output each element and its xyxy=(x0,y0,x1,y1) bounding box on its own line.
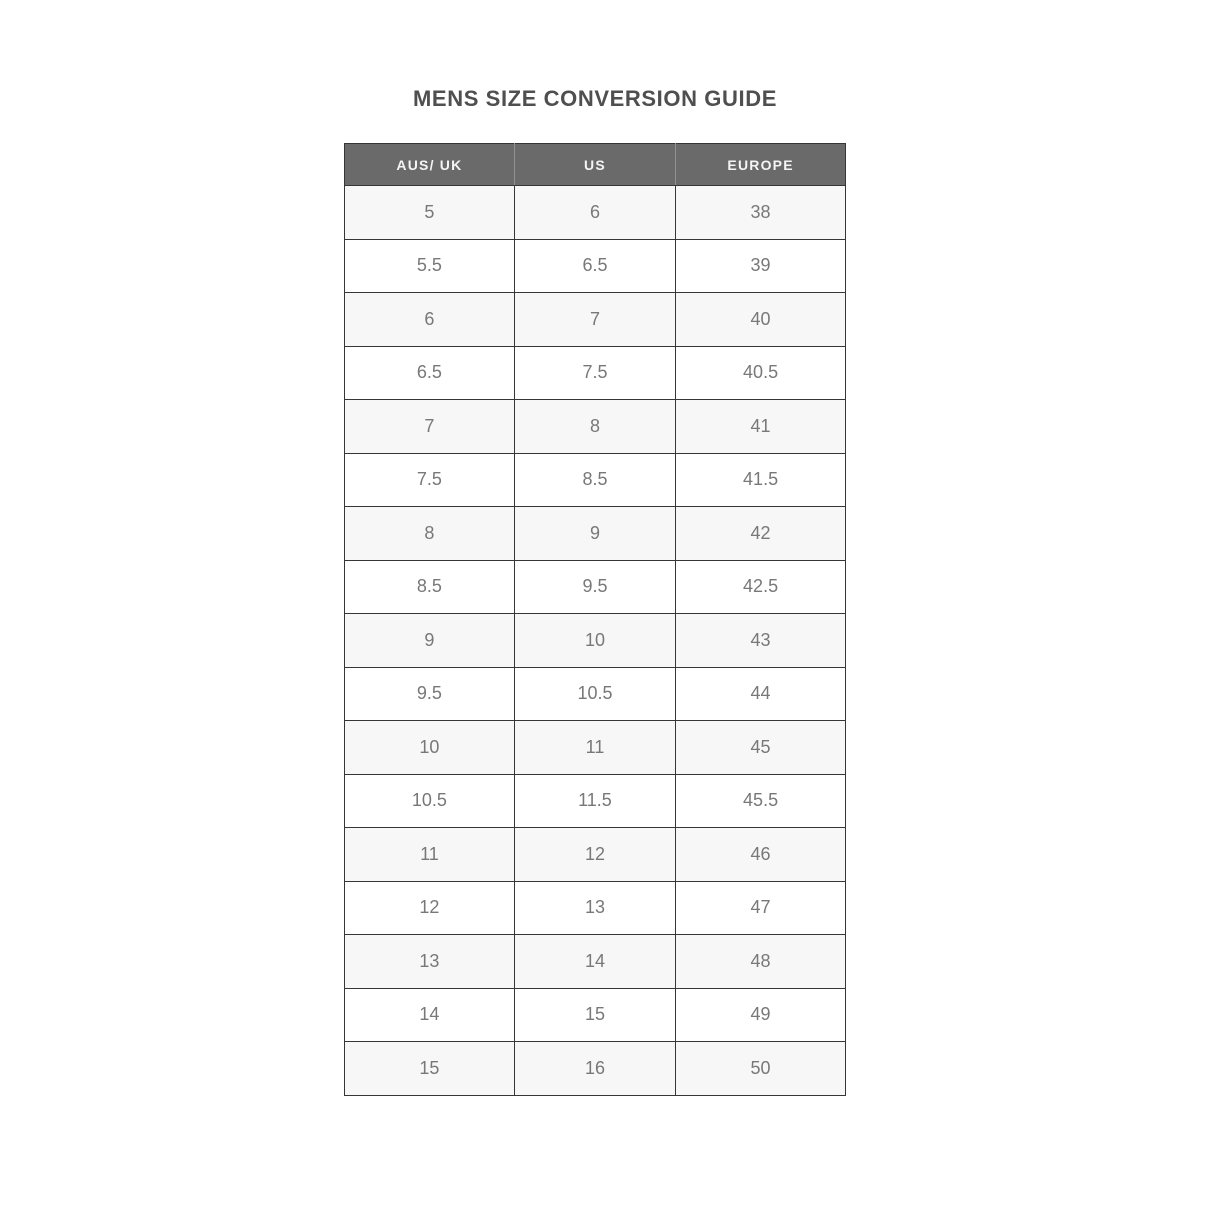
table-row xyxy=(345,560,846,614)
size-cell: 7.5 xyxy=(514,346,675,400)
size-cell: 43 xyxy=(676,614,846,668)
size-conversion-table xyxy=(344,143,846,1096)
table-row xyxy=(345,144,846,186)
size-cell: 8 xyxy=(514,400,675,454)
size-cell: 49 xyxy=(676,988,846,1042)
size-cell: 9 xyxy=(345,614,515,668)
page-title: MENS SIZE CONVERSION GUIDE xyxy=(413,86,777,111)
size-cell: 15 xyxy=(345,1042,515,1096)
size-cell: 11.5 xyxy=(514,774,675,828)
table-row xyxy=(345,293,846,347)
table-row xyxy=(345,453,846,507)
size-cell: 6 xyxy=(514,186,675,240)
size-cell: 44 xyxy=(676,667,846,721)
size-cell: 10 xyxy=(345,721,515,775)
table-row xyxy=(345,346,846,400)
size-cell: 8 xyxy=(345,507,515,561)
size-cell: 11 xyxy=(514,721,675,775)
size-cell: 14 xyxy=(514,935,675,989)
table-header-row xyxy=(345,144,846,186)
size-cell: 38 xyxy=(676,186,846,240)
size-cell: 7 xyxy=(345,400,515,454)
size-cell: 10.5 xyxy=(345,774,515,828)
column-header-aus-uk: AUS/ UK xyxy=(345,144,515,186)
table-row xyxy=(345,828,846,882)
size-cell: 40 xyxy=(676,293,846,347)
size-cell: 9.5 xyxy=(514,560,675,614)
table-row xyxy=(345,400,846,454)
size-cell: 42 xyxy=(676,507,846,561)
size-cell: 6.5 xyxy=(514,239,675,293)
size-cell: 46 xyxy=(676,828,846,882)
size-cell: 12 xyxy=(345,881,515,935)
size-cell: 39 xyxy=(676,239,846,293)
size-cell: 6.5 xyxy=(345,346,515,400)
table-row xyxy=(345,1042,846,1096)
size-cell: 13 xyxy=(345,935,515,989)
table-row xyxy=(345,881,846,935)
size-cell: 47 xyxy=(676,881,846,935)
size-cell: 50 xyxy=(676,1042,846,1096)
size-cell: 41.5 xyxy=(676,453,846,507)
table-row xyxy=(345,667,846,721)
size-cell: 7 xyxy=(514,293,675,347)
size-cell: 41 xyxy=(676,400,846,454)
size-cell: 8.5 xyxy=(345,560,515,614)
size-cell: 5 xyxy=(345,186,515,240)
size-cell: 14 xyxy=(345,988,515,1042)
table-row xyxy=(345,988,846,1042)
size-cell: 10 xyxy=(514,614,675,668)
table-row xyxy=(345,239,846,293)
size-cell: 45 xyxy=(676,721,846,775)
table-row xyxy=(345,721,846,775)
size-guide xyxy=(344,85,846,1096)
size-cell: 10.5 xyxy=(514,667,675,721)
table-row xyxy=(345,935,846,989)
table-row xyxy=(345,186,846,240)
size-cell: 6 xyxy=(345,293,515,347)
table-body xyxy=(345,186,846,1096)
column-header-europe: EUROPE xyxy=(676,144,846,186)
size-cell: 11 xyxy=(345,828,515,882)
size-cell: 16 xyxy=(514,1042,675,1096)
size-cell: 40.5 xyxy=(676,346,846,400)
size-cell: 13 xyxy=(514,881,675,935)
table-row xyxy=(345,614,846,668)
column-header-us: US xyxy=(514,144,675,186)
size-cell: 15 xyxy=(514,988,675,1042)
size-cell: 12 xyxy=(514,828,675,882)
size-cell: 48 xyxy=(676,935,846,989)
table-row xyxy=(345,774,846,828)
size-cell: 9.5 xyxy=(345,667,515,721)
size-cell: 7.5 xyxy=(345,453,515,507)
table-row xyxy=(345,507,846,561)
size-cell: 8.5 xyxy=(514,453,675,507)
size-cell: 5.5 xyxy=(345,239,515,293)
size-cell: 42.5 xyxy=(676,560,846,614)
size-cell: 45.5 xyxy=(676,774,846,828)
size-cell: 9 xyxy=(514,507,675,561)
